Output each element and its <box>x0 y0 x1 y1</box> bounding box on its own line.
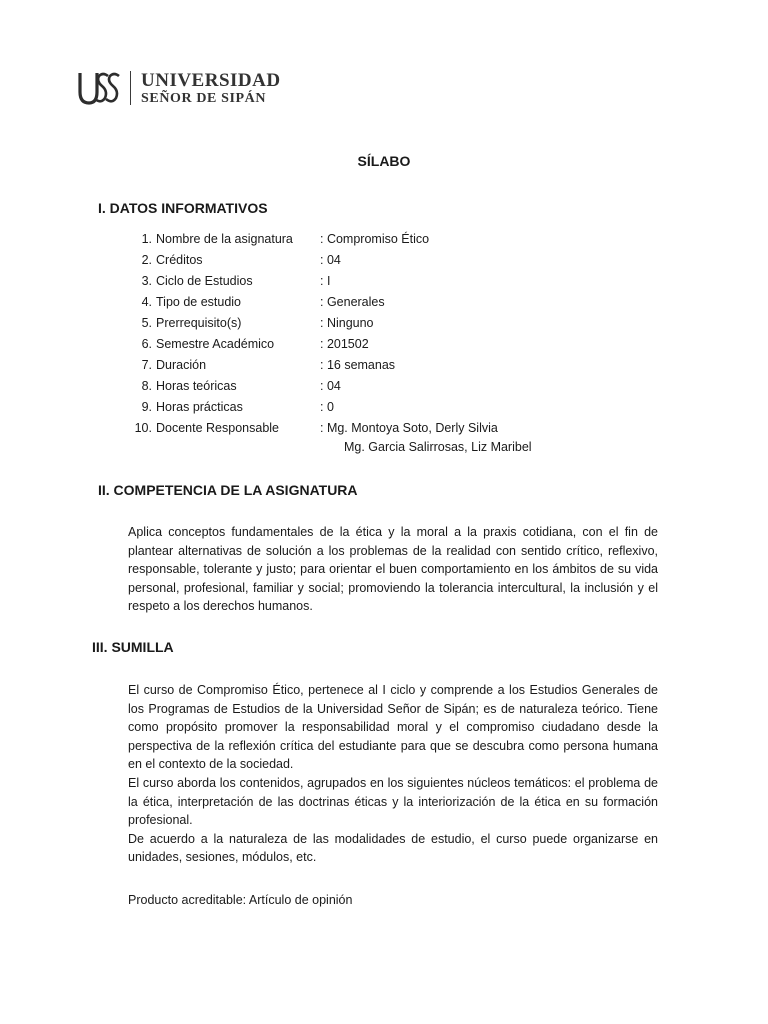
info-number: 5. <box>141 316 152 330</box>
competencia-text: Aplica conceptos fundamentales de la ética y la moral a la praxis cotidiana, con el fin de plantear alternativas de solución a los problemas de la realidad con sentido crítico, reflexivo, responsable, tolerante y justo; para orientar el buen comportamiento en los ámbitos de su vida personal, profesional, familiar y social; promoviendo la tolerancia intercultural, la inclusión y el respeto a los derechos humanos. <box>128 525 658 614</box>
info-value: : 04 <box>320 253 341 267</box>
info-number: 9. <box>141 400 152 414</box>
sumilla-paragraph: El curso aborda los contenidos, agrupados en los siguientes núcleos temáticos: el problema de la ética, interpretación de las doctrinas éticas y la interiorización de la ética en su formación profesional. <box>128 775 658 828</box>
info-number: 1. <box>141 232 152 246</box>
info-label: Duración <box>156 358 207 372</box>
info-number: 3. <box>141 274 152 288</box>
producto-acreditable: Producto acreditable: Artículo de opinión <box>128 893 353 907</box>
info-value: : Mg. Montoya Soto, Derly Silvia <box>320 421 498 435</box>
sumilla-paragraph: De acuerdo a la naturaleza de las modalidades de estudio, el curso puede organizarse en unidades, sesiones, módulos, etc. <box>128 831 658 865</box>
info-value: : I <box>320 274 331 288</box>
info-number: 8. <box>141 379 152 393</box>
info-label: Tipo de estudio <box>156 295 242 309</box>
info-label: Semestre Académico <box>156 337 275 351</box>
info-label: Prerrequisito(s) <box>156 316 242 330</box>
logo-university-name: UNIVERSIDAD <box>141 69 281 91</box>
logo-text <box>141 71 281 106</box>
section-datos-informativos-heading: I. DATOS INFORMATIVOS <box>98 200 268 216</box>
info-value: : Compromiso Ético <box>320 232 430 246</box>
info-value: : 16 semanas <box>320 358 396 372</box>
uss-logo-mark-icon <box>78 70 120 106</box>
info-label: Horas teóricas <box>156 379 237 393</box>
info-value: : 04 <box>320 379 341 393</box>
info-label: Ciclo de Estudios <box>156 274 253 288</box>
university-logo <box>78 70 281 106</box>
info-number: 6. <box>141 337 152 351</box>
info-label: Créditos <box>156 253 203 267</box>
info-value: : Ninguno <box>320 316 374 330</box>
info-number: 2. <box>141 253 152 267</box>
sumilla-paragraph: El curso de Compromiso Ético, pertenece al I ciclo y comprende a los Estudios Generales de los Programas de Estudios de la Universidad Señor de Sipán; es de naturaleza teórico. Tiene como propósito promover la responsabilidad moral y el compromiso ciudadano desde la perspectiva de la reflexión crítica del estudiante para que se descubra como persona humana en el contexto de la sociedad. <box>128 683 658 772</box>
document-title: SÍLABO <box>357 153 411 169</box>
info-number: 4. <box>141 295 152 309</box>
info-label: Docente Responsable <box>156 421 279 435</box>
info-value: : 201502 <box>320 337 369 351</box>
section-competencia-heading: II. COMPETENCIA DE LA ASIGNATURA <box>98 482 358 498</box>
logo-university-subname: SEÑOR DE SIPÁN <box>141 90 267 106</box>
info-value: : Generales <box>320 295 385 309</box>
info-number: 10. <box>134 421 152 435</box>
info-number: 7. <box>141 358 152 372</box>
logo-divider <box>130 71 131 105</box>
section-sumilla-heading: III. SUMILLA <box>92 639 174 655</box>
info-label: Horas prácticas <box>156 400 243 414</box>
competencia-paragraph <box>128 523 658 616</box>
sumilla-paragraphs <box>128 681 658 867</box>
info-value: : 0 <box>320 400 334 414</box>
info-label: Nombre de la asignatura <box>156 232 293 246</box>
info-value-secondary: Mg. Garcia Salirrosas, Liz Maribel <box>344 440 532 454</box>
